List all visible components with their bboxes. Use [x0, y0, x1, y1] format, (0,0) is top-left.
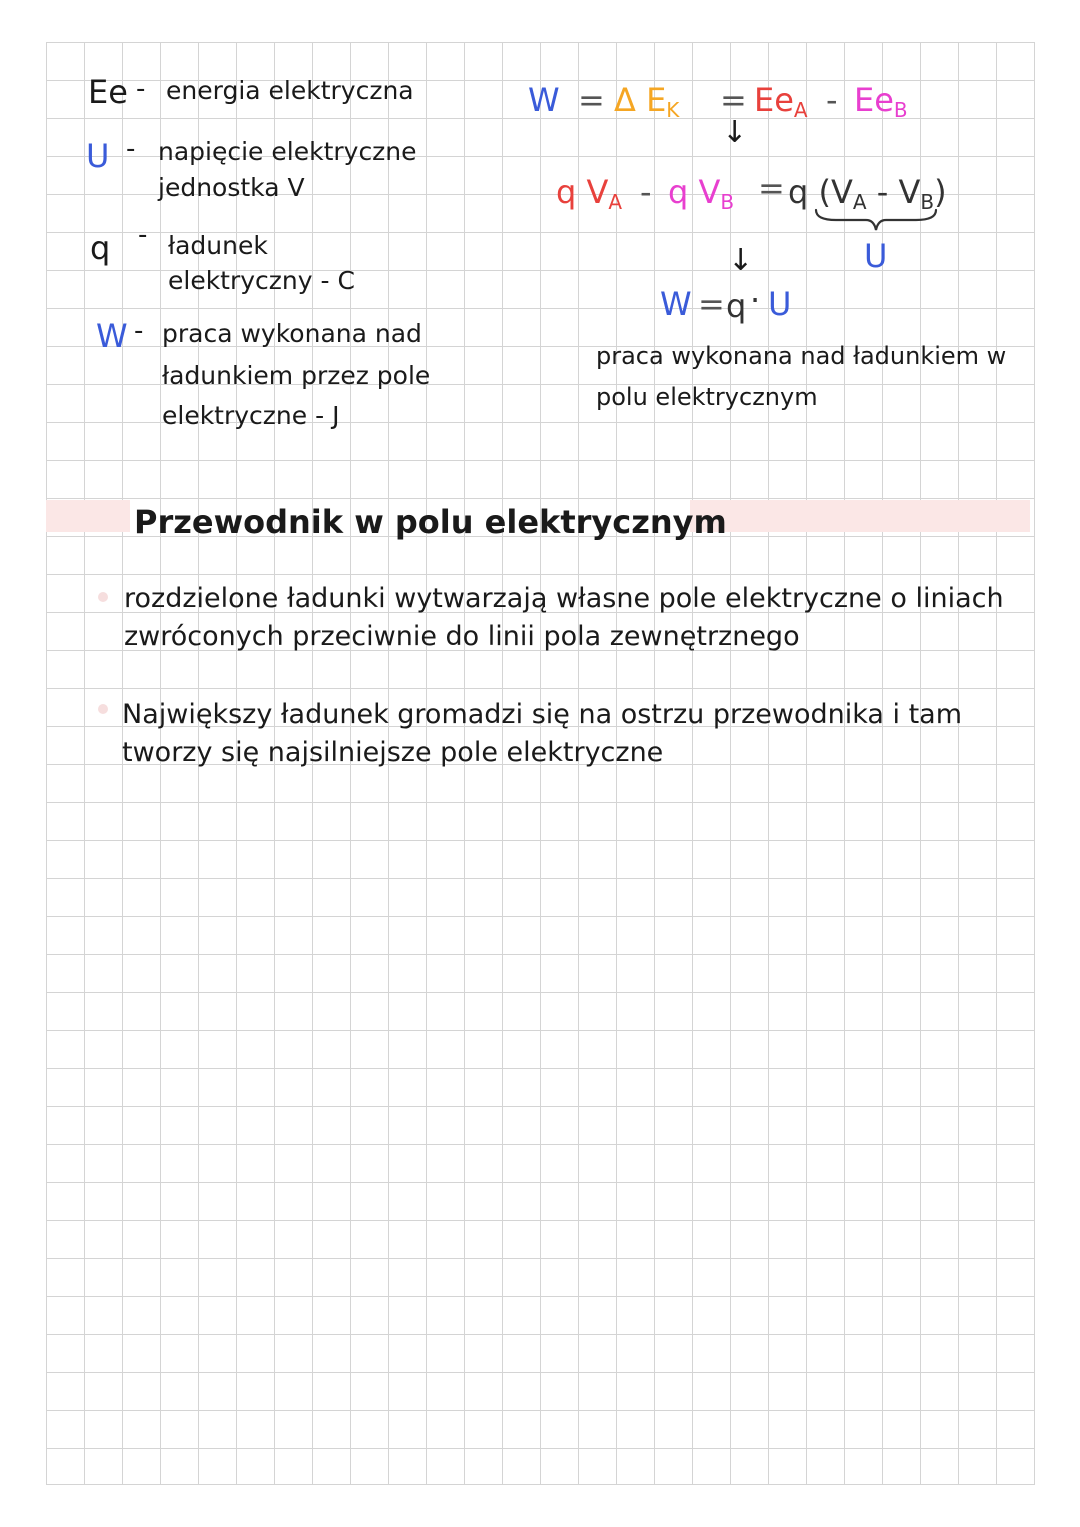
symbol-u: U — [86, 137, 110, 175]
bullet-dot — [98, 704, 108, 714]
bullet-dot — [98, 592, 108, 602]
definition-ladunek-line2: elektryczny - C — [168, 266, 355, 295]
formula-q-va: q $V_A$ — [556, 173, 623, 214]
dash: - — [134, 316, 144, 346]
dash: - — [138, 220, 148, 250]
symbol-q: q — [90, 229, 111, 267]
formula-dot: · — [750, 281, 761, 319]
formula-caption-line2: polu elektrycznym — [596, 383, 818, 411]
bullet-text-1: rozdzielone ładunki wytwarzają własne pole elektryczne o liniach zwróconych przeciwnie do linii pola zewnętrznego — [124, 583, 1004, 652]
heading-highlight-left — [46, 500, 130, 532]
definition-praca-line1: praca wykonana nad — [162, 319, 422, 348]
formula-delta-ek: Δ $E_K$ — [614, 81, 680, 122]
definition-ladunek-line1: ładunek — [168, 231, 268, 260]
formula-equals: = — [720, 81, 747, 119]
formula-equals: = — [578, 81, 605, 119]
formula-equals: = — [698, 285, 725, 323]
formula-ee-a: $Ee_A$ — [754, 81, 808, 122]
arrow-down-icon: ↓ — [722, 115, 748, 150]
formula-minus: - — [640, 173, 652, 211]
definition-praca-line2: ładunkiem przez pole — [162, 361, 431, 390]
formula-caption-line1: praca wykonana nad ładunkiem w — [596, 342, 1007, 370]
symbol-w: W — [96, 317, 128, 355]
heading-highlight-right — [690, 500, 1030, 532]
dash: - — [136, 74, 146, 104]
formula-q-vb: q $V_B$ — [668, 173, 735, 214]
bullet-text-2: Największy ładunek gromadzi się na ostrzu przewodnika i tam tworzy się najsilniejsze pole elektryczne — [122, 699, 963, 768]
formula-q: q — [726, 287, 747, 325]
formula-q-paren: q $(V_A - V_B)$ — [788, 173, 947, 214]
brace-icon — [812, 206, 940, 232]
dash: - — [126, 134, 136, 164]
formula-w: W — [528, 81, 560, 119]
section-heading: Przewodnik w polu elektrycznym — [134, 503, 727, 541]
formula-ee-b: $Ee_B$ — [854, 81, 908, 122]
definition-napiecie-line1: napięcie elektryczne — [158, 137, 417, 166]
arrow-down-icon: ↓ — [728, 243, 754, 278]
formula-equals: = — [758, 169, 785, 207]
definition-energia: energia elektryczna — [166, 76, 414, 105]
formula-minus: - — [826, 81, 838, 119]
formula-brace-u: U — [864, 237, 888, 275]
definition-napiecie-line2: jednostka V — [158, 173, 305, 202]
formula-w: W — [660, 285, 692, 323]
definition-praca-line3: elektryczne - J — [162, 401, 340, 430]
symbol-ee: Ee — [88, 73, 128, 111]
formula-u: U — [768, 285, 792, 323]
